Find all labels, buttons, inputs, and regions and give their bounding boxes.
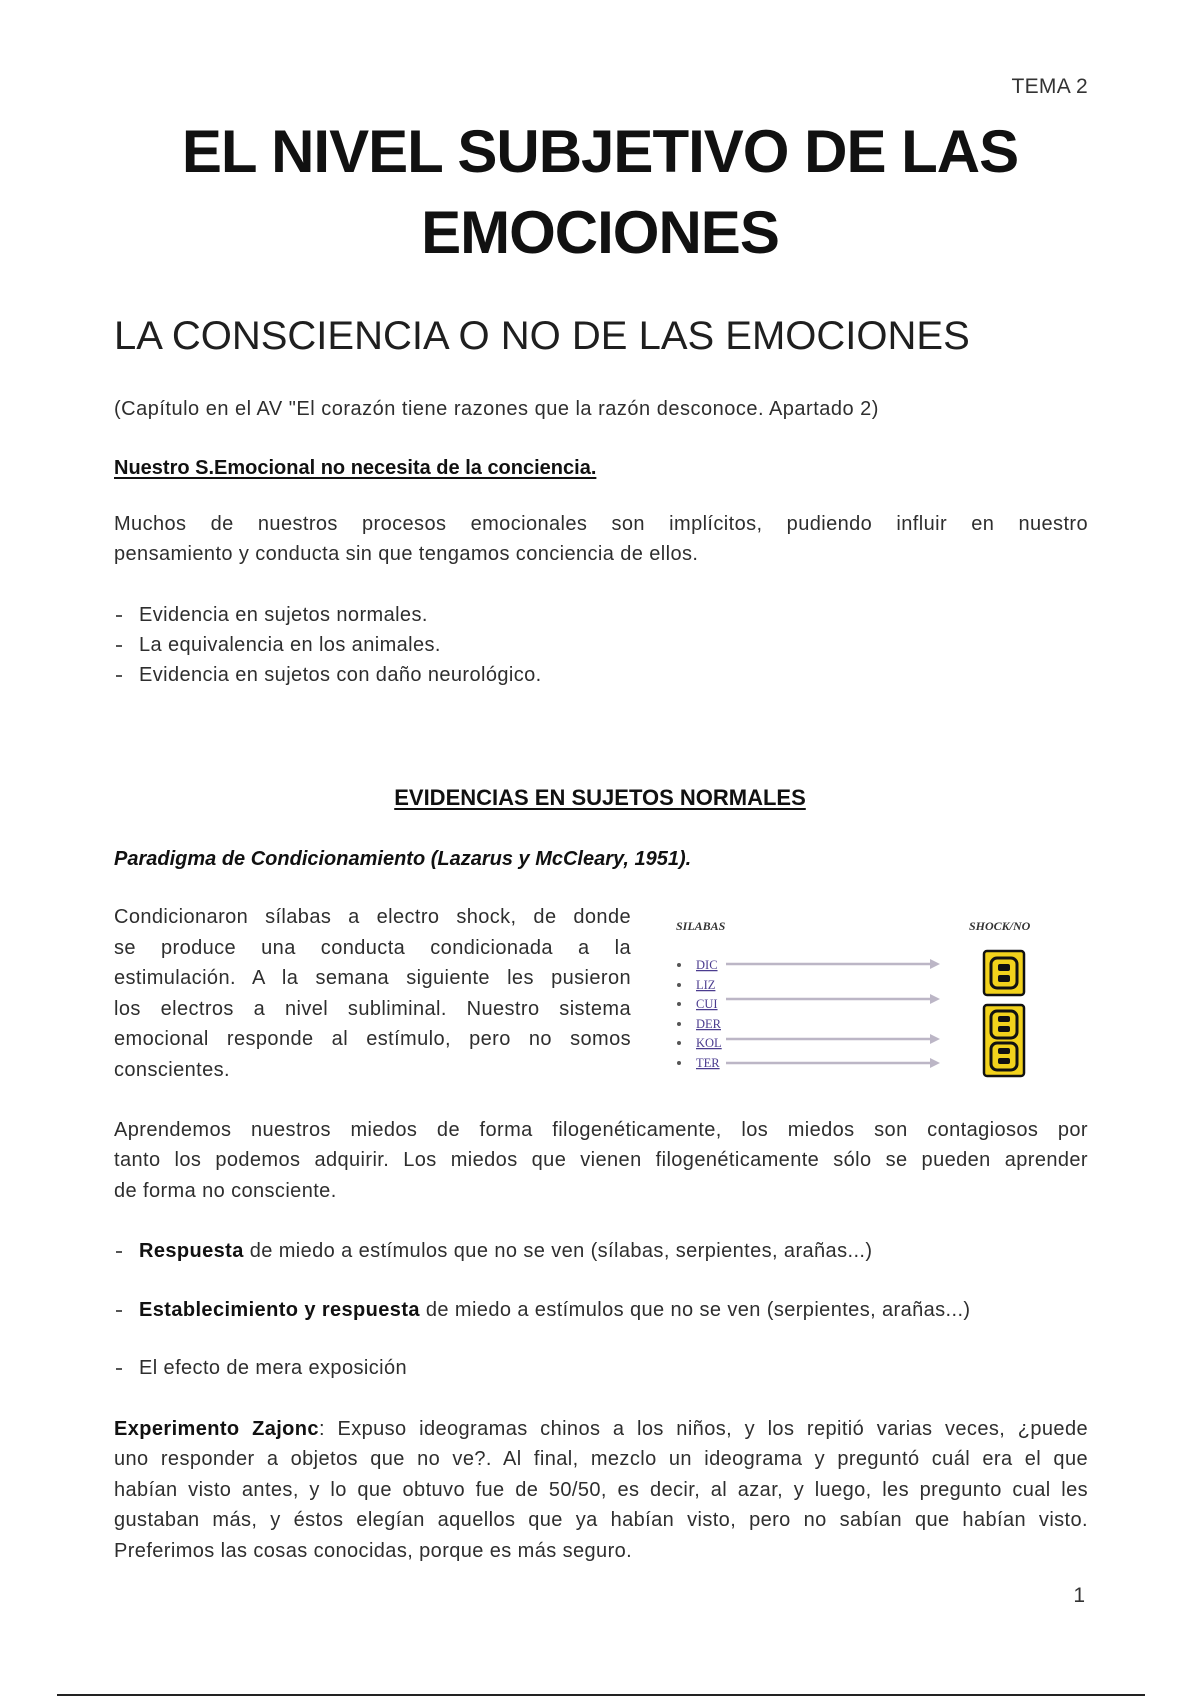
zajonc-label: Experimento Zajonc (114, 1418, 319, 1440)
paragraph-line: uno responder a objetos que no ve?. Al final, mezclo un ideograma y preguntó cuál era el que (114, 1448, 1088, 1471)
outlet-slot (998, 1058, 1010, 1064)
shock-column-header: SHOCK/NO (969, 919, 1031, 933)
fear-list-item (114, 1236, 1088, 1266)
list-dash-icon (116, 645, 122, 647)
syllable-bullet (677, 963, 681, 967)
list-item (114, 660, 1088, 690)
miedos-paragraph (114, 1115, 1088, 1206)
bottom-rule (57, 1694, 1145, 1696)
conditioning-figure (668, 905, 1078, 1090)
list-item-text: La equivalencia en los animales. (139, 634, 441, 656)
paradigm-title: Paradigma de Condicionamiento (Lazarus y McCleary, 1951). (114, 848, 692, 870)
paragraph-line: emocional responde al estímulo, pero no somos (114, 1028, 631, 1050)
list-dash-icon (116, 1251, 122, 1253)
syllable-bullet (677, 1041, 681, 1045)
section-title: LA CONSCIENCIA O NO DE LAS EMOCIONES (114, 314, 970, 358)
paragraph-line: los electros a nivel subliminal. Nuestro sistema (114, 997, 631, 1020)
list-item-text: Evidencia en sujetos con daño neurológico. (139, 664, 542, 686)
paragraph-line: Muchos de nuestros procesos emocionales son implícitos, pudiendo influir en nuestro (114, 513, 1088, 535)
syllable-label: KOL (696, 1036, 722, 1050)
shock-arrow (726, 1058, 940, 1068)
topic-label: TEMA 2 (1011, 75, 1088, 98)
list-dash-icon (116, 1368, 122, 1370)
syllable-bullet (677, 983, 681, 987)
syllable-label: DER (696, 1017, 721, 1031)
outlet-single-icon (984, 951, 1024, 995)
syllable-label: CUI (696, 997, 718, 1011)
arrowhead-icon (930, 1034, 940, 1044)
page-title-line-2: EMOCIONES (421, 199, 779, 266)
list-dash-icon (116, 675, 122, 677)
list-item (114, 1295, 1088, 1325)
list-item (114, 1353, 1088, 1383)
shock-arrow (726, 994, 940, 1004)
evidence-list (114, 600, 1088, 690)
paragraph-line: Preferimos las cosas conocidas, porque es más seguro. (114, 1539, 633, 1562)
zajonc-paragraph (114, 1414, 1088, 1566)
syllable-label: LIZ (696, 978, 716, 992)
shock-arrow (726, 959, 940, 969)
evidencias-heading: EVIDENCIAS EN SUJETOS NORMALES (394, 785, 806, 810)
page-title-line-1: EL NIVEL SUBJETIVO DE LAS (181, 118, 1019, 185)
paragraph-line (114, 1414, 1088, 1444)
paragraph-line: se produce una conducta condicionada a la (114, 936, 631, 959)
fear-list-item (114, 1353, 1088, 1383)
syllables-column-header: SILABAS (676, 919, 726, 933)
list-item-text: de miedo a estímulos que no se ven (serpientes, arañas...) (425, 1299, 971, 1321)
list-item-text: Evidencia en sujetos normales. (139, 604, 428, 626)
paragraph-line: tanto los podemos adquirir. Los miedos que vienen filogenéticamente sólo se pueden aprender (114, 1149, 1088, 1172)
page-title (0, 111, 1200, 273)
outlet-double-icon (984, 1005, 1024, 1076)
paragraph-line: Condicionaron sílabas a electro shock, de donde (114, 906, 631, 928)
list-dash-icon (116, 615, 122, 617)
list-item-bold: Establecimiento y respuesta (139, 1299, 420, 1321)
paragraph-line: estimulación. A la semana siguiente les pusieron (114, 967, 631, 989)
paragraph-line: gustaban más, y éstos elegían aquellos que ya habían visto, pero no sabían que habían visto. (114, 1509, 1088, 1532)
syllable-bullet (677, 1022, 681, 1026)
fear-list-item (114, 1295, 1088, 1325)
intro-paragraph (114, 509, 1088, 570)
outlet-slot (998, 1026, 1010, 1032)
syllable-bullet (677, 1061, 681, 1065)
subheading: Nuestro S.Emocional no necesita de la conciencia. (114, 457, 597, 479)
arrowhead-icon (930, 994, 940, 1004)
list-item-text: de miedo a estímulos que no se ven (sílabas, serpientes, arañas...) (249, 1240, 873, 1262)
list-item (114, 630, 1088, 660)
paragraph-line: Aprendemos nuestros miedos de forma filogenéticamente, los miedos son contagiosos por (114, 1119, 1088, 1141)
paragraph-line: habían visto antes, y lo que obtuvo fue de 50/50, es decir, al azar, y luego, les pregunto cual les (114, 1478, 1088, 1501)
outlet-slot (998, 1016, 1010, 1022)
paragraph-line: pensamiento y conducta sin que tengamos conciencia de ellos. (114, 543, 699, 566)
page-number: 1 (1073, 1584, 1085, 1607)
list-item-text: El efecto de mera exposición (139, 1357, 408, 1379)
shock-arrow (726, 1034, 940, 1044)
arrowhead-icon (930, 1058, 940, 1068)
outlet-slot (998, 1048, 1010, 1054)
syllable-label: TER (696, 1056, 720, 1070)
arrowhead-icon (930, 959, 940, 969)
list-item-bold: Respuesta (139, 1240, 244, 1262)
syllable-label: DIC (696, 958, 718, 972)
chapter-note: (Capítulo en el AV "El corazón tiene razones que la razón desconoce. Apartado 2) (114, 398, 879, 420)
syllable-bullet (677, 1002, 681, 1006)
paradigm-paragraph (114, 902, 631, 1085)
paragraph-text: : Expuso ideogramas chinos a los niños, y los repitió varias veces, ¿puede (318, 1418, 1088, 1440)
outlet-slot (998, 964, 1010, 971)
outlet-slot (998, 975, 1010, 982)
paragraph-line: de forma no consciente. (114, 1179, 337, 1202)
list-dash-icon (116, 1310, 122, 1312)
list-item (114, 1236, 1088, 1266)
list-item (114, 600, 1088, 630)
paragraph-line: conscientes. (114, 1058, 230, 1081)
